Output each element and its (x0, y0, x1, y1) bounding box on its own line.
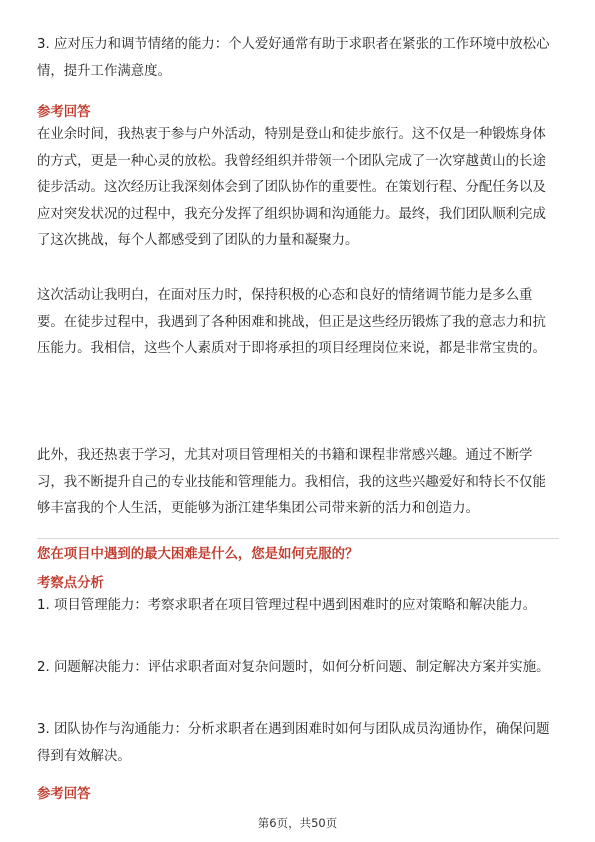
analysis-item-1: 1. 项目管理能力：考察求职者在项目管理过程中遇到困难时的应对策略和解决能力。 (37, 598, 537, 613)
analysis-item-2: 2. 问题解决能力：评估求职者面对复杂问题时，如何分析问题、制定解决方案并实施。 (37, 660, 550, 675)
section-divider (37, 538, 559, 539)
question-heading: 您在项目中遇到的最大困难是什么，您是如何克服的？ (37, 547, 359, 562)
criterion-item-3: 3. 应对压力和调节情绪的能力：个人爱好通常有助于求职者在紧张的工作环境中放松心情，提升工作满意度。 (37, 37, 550, 79)
page-number: 第6页，共50页 (257, 816, 338, 830)
answer-paragraph-3: 此外，我还热衷于学习，尤其对项目管理相关的书籍和课程非常感兴趣。通过不断学习，我不断提升自己的专业技能和管理能力。我相信，我的这些兴趣爱好和特长不仅能够丰富我的个人生活，更能够为浙江建华集团公司带来新的活力和创造力。 (37, 448, 546, 516)
answer-paragraph-1: 在业余时间，我热衷于参与户外活动，特别是登山和徒步旅行。这不仅是一种锻炼身体的方式，更是一种心灵的放松。我曾经组织并带领一个团队完成了一次穿越黄山的长途徒步活动。这次经历让我深刻体会到了团队协作的重要性。在策划行程、分配任务以及应对突发状况的过程中，我充分发挥了组织协调和沟通能力。最终，我们团队顺利完成了这次挑战，每个人都感受到了团队的力量和凝聚力。 (37, 127, 546, 248)
answer-heading: 参考回答 (37, 105, 91, 120)
analysis-item-3: 3. 团队协作与沟通能力：分析求职者在遇到困难时如何与团队成员沟通协作，确保问题得到有效解决。 (37, 722, 550, 764)
answer-paragraph-2: 这次活动让我明白，在面对压力时，保持积极的心态和良好的情绪调节能力是多么重要。在徒步过程中，我遇到了各种困难和挑战，但正是这些经历锻炼了我的意志力和抗压能力。我相信，这些个人素质对于即将承担的项目经理岗位来说，都是非常宝贵的。 (37, 288, 546, 356)
analysis-heading: 考察点分析 (37, 576, 104, 591)
answer-heading-2: 参考回答 (37, 787, 91, 802)
